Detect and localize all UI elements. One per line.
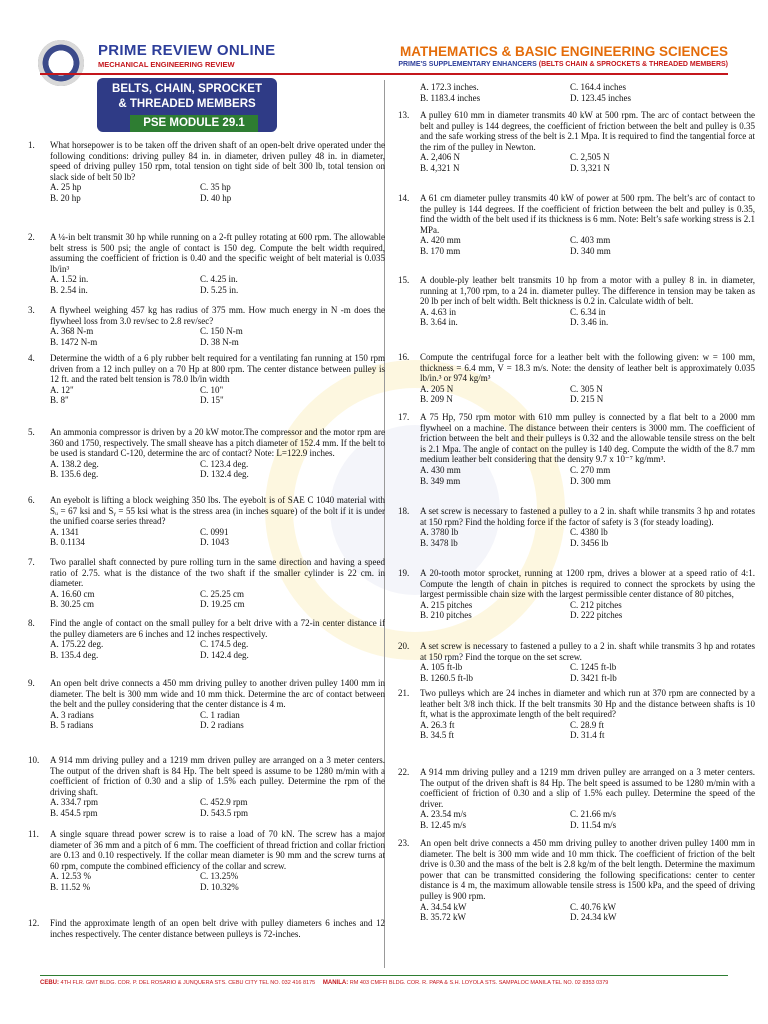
question-text: A single square thread power screw is to raise a load of 70 kN. The screw has a major diameter of 36 mm and a pitch of 6 mm. The coefficient of thread friction and collar friction are 0.13 and 0.10 respectively. If the collar mean diameter is 90 mm and the screw turns at 60 rpm, compute the combined efficiency of the collar and screw. — [50, 829, 385, 871]
question-text: A 75 Hp, 750 rpm motor with 610 mm pulley is connected by a flat belt to a 2000 mm flywheel on a machine. The distance between their centers is 3000 mm. The coefficient of friction between the belt and their pulleys is 0.32 and the allowable tensile stress on the belt is 2.1 Mpa. The angle of contact on the pulley is 140 deg. Compute the width of the 8.7 mm medium leather belt considering that the density 9.7 x 10⁻⁷ kg/mm³. — [420, 412, 755, 465]
answer-choice: A. 26.3 ft — [420, 719, 455, 730]
answer-choice: D. 132.4 deg. — [200, 469, 249, 480]
question-number: 8. — [28, 618, 35, 628]
question-number: 20. — [398, 641, 410, 651]
answer-choices — [50, 589, 385, 610]
question-text: A 914 mm driving pulley and a 1219 mm driven pulley are arranged on a 3 meter centers. The output of the driven shaft is 84 Hp. The belt speed is assume to be 1280 m/min with a coefficient of friction of 0.30 and a slip of 1.5% each pulley. Determine the rpm of the driving shaft. — [50, 755, 385, 797]
answer-choice: D. 15" — [200, 395, 224, 406]
question-number: 21. — [398, 688, 410, 698]
answer-choices — [50, 274, 385, 295]
question-item — [398, 641, 755, 683]
answer-choice: D. 215 N — [570, 394, 604, 405]
answer-choice: D. 3,321 N — [570, 162, 610, 173]
question-text: A pulley 610 mm in diameter transmits 40 kW at 500 rpm. The arc of contact between the belt and pulley is 144 degrees, the coefficient of friction between the belt and pulley is 0.35 and the safe working stress of the belt is 2.1 Mpa. It is required to find the tangential force at the rim of the pulley in Newton. — [420, 110, 755, 152]
question-item — [28, 495, 385, 548]
answer-choice: A. 4.63 in — [420, 306, 456, 317]
question-number: 14. — [398, 193, 410, 203]
answer-choice: C. 212 pitches — [570, 599, 622, 610]
question-text: A 20-tooth motor sprocket, running at 1200 rpm, drives a blower at a speed ratio of 4:1. Compute the length of chain in pitches is required to connect the sprockets by using the largest permissible chain size with the largest permissible center distance of 80 pitches, — [420, 568, 755, 600]
question-text: Two parallel shaft connected by pure rolling turn in the same direction and having a speed ratio of 2.75. what is the distance of the two shaft if the smaller cylinder is 22 cm. in diameter. — [50, 557, 385, 589]
answer-choice: B. 2.54 in. — [50, 284, 88, 295]
answer-choices — [420, 465, 755, 486]
answer-choice: D. 222 pitches — [570, 610, 623, 621]
question-text: Find the angle of contact on the small pulley for a belt drive with a 72-in center distance if the pulley diameters are 6 inches and 12 inches respectively. — [50, 618, 385, 639]
answer-choice: A. 23.54 m/s — [420, 809, 467, 820]
answer-choice: C. 1 radian — [200, 709, 240, 720]
answer-choice: B. 0.1134 — [50, 537, 85, 548]
answer-choice: B. 3478 lb — [420, 537, 458, 548]
question-number: 4. — [28, 353, 35, 363]
answer-choice: D. 2 radians — [200, 720, 244, 731]
answer-choice: C. 40.76 kW — [570, 901, 616, 912]
module-subtitle: PRIME'S SUPPLEMENTARY ENHANCERS (BELTS CHAIN & SPROCKETS & THREADED MEMBERS) — [398, 61, 728, 68]
answer-choice: D. 11.54 m/s — [570, 819, 617, 830]
answer-choice: D. 3421 ft-lb — [570, 672, 617, 683]
answer-choice: D. 543.5 rpm — [200, 807, 248, 818]
answer-choice: B. 35.72 kW — [420, 912, 466, 923]
topic-line-2: & THREADED MEMBERS — [118, 98, 256, 110]
answer-choice: C. 174.5 deg. — [200, 639, 249, 650]
answer-choice: C. 1245 ft-lb — [570, 662, 617, 673]
answer-choice: B. 170 mm — [420, 245, 461, 256]
question-number: 12. — [28, 918, 40, 928]
answer-choice: C. 4380 lb — [570, 527, 608, 538]
answer-choices — [420, 384, 755, 405]
question-number: 23. — [398, 838, 410, 848]
question-item — [28, 427, 385, 480]
answer-choices — [50, 639, 385, 660]
answer-choice: D. 40 hp — [200, 192, 232, 203]
answer-choices — [50, 385, 385, 406]
question-item — [398, 110, 755, 174]
answer-choice: B. 5 radians — [50, 720, 94, 731]
answer-choice: D. 300 mm — [570, 475, 611, 486]
question-number: 1. — [28, 140, 35, 150]
answer-choice: C. 6.34 in — [570, 306, 606, 317]
answer-choice: A. 16.60 cm — [50, 588, 95, 599]
question-item — [28, 618, 385, 660]
answer-choices — [420, 662, 755, 683]
question-text: What horsepower is to be taken off the driven shaft of an open-belt drive operated under the following conditions: driving pulley 84 in. in diameter, driven pulley 48 in. in diameter, speed of driving pulley 150 rpm, total tension on tight side of belt 300 lb, total tension on slack side of belt 50 lb? — [50, 140, 385, 182]
question-item — [398, 193, 755, 257]
question-number: 7. — [28, 557, 35, 567]
answer-choices — [420, 307, 755, 328]
answer-choice: C. 123.4 deg. — [200, 458, 249, 469]
brand-title: PRIME REVIEW ONLINE — [98, 42, 276, 59]
question-text: A ¼-in belt transmit 30 hp while running on a 2-ft pulley rotating at 600 rpm. The allowable belt stress is 500 psi; the angle of contact is 150 deg. Compute the belt width required, assuming the coefficient of friction is 0.40 and the specific weight of belt material is 0.035 lb/in³ — [50, 232, 385, 274]
answer-choices — [50, 326, 385, 347]
question-item — [28, 305, 385, 347]
question-item — [420, 82, 755, 103]
question-item — [28, 678, 385, 731]
question-number: 15. — [398, 275, 410, 285]
question-item — [28, 557, 385, 610]
header-divider — [40, 73, 728, 75]
answer-choice: A. 2,406 N — [420, 152, 460, 163]
question-text: An eyebolt is lifting a block weighing 350 lbs. The eyebolt is of SAE C 1040 material with Sᵤ = 67 ksi and Sᵧ = 55 ksi what is the stress area (in inches square) of the bolt if it is under the unified coarse series thread? — [50, 495, 385, 527]
answer-choice: A. 1.52 in. — [50, 274, 89, 285]
answer-choice: A. 368 N-m — [50, 326, 94, 337]
answer-choice: B. 8" — [50, 395, 69, 406]
answer-choice: C. 403 mm — [570, 235, 611, 246]
answer-choice: C. 4.25 in. — [200, 274, 238, 285]
question-number: 9. — [28, 678, 35, 688]
question-text: A set screw is necessary to fastened a pulley to a 2 in. shaft while transmits 3 hp and rotates at 150 rpm? Find the holding force if the factor of safety is 3 (for steady loading). — [420, 506, 755, 527]
answer-choice: A. 12" — [50, 384, 74, 395]
footer-cebu-address: 4TH FLR. GMT BLDG. COR. P. DEL ROSARIO & JUNQUERA STS. CEBU CITY TEL NO. 032 416 8175 — [60, 980, 316, 986]
footer-divider — [40, 975, 728, 976]
answer-choices — [420, 720, 755, 741]
answer-choices — [420, 235, 755, 256]
answer-choice: B. 1183.4 inches — [420, 92, 481, 103]
answer-choice: C. 21.66 m/s — [570, 809, 617, 820]
question-number: 16. — [398, 352, 410, 362]
question-text: An open belt drive connects a 450 mm driving pulley to another driven pulley 1400 mm in diameter. The belt is 300 mm wide and 10 mm thick. The coefficient of friction of the belt drive is 0.30 and the mass of the belt is 2.8 kg/m of the belt length. Determine the maximum power that can be transmitted considering the following specifications: center to center distance is 4 m, the maximum allowable tensile stress is 1500 kPa, and the speed of driving pulley is 900 rpm. — [420, 838, 755, 901]
question-text: An ammonia compressor is driven by a 20 kW motor.The compressor and the motor rpm are 360 and 1750, respectively. The small sheave has a pitch diameter of 152.4 mm. If the belt to be used is standard C-120, determine the arc of contact? Note: L=122.9 inches. — [50, 427, 385, 459]
question-number: 11. — [28, 829, 39, 839]
answer-choice: D. 38 N-m — [200, 336, 239, 347]
question-item — [398, 412, 755, 486]
answer-choice: B. 12.45 m/s — [420, 819, 467, 830]
answer-choice: B. 1472 N-m — [50, 336, 98, 347]
answer-choice: C. 0991 — [200, 526, 229, 537]
answer-choices — [420, 82, 755, 103]
question-number: 10. — [28, 755, 40, 765]
answer-choices — [420, 152, 755, 173]
answer-choice: C. 305 N — [570, 383, 603, 394]
question-item — [28, 755, 385, 819]
footer-manila-address: RM 403 CMFFI BLDG. COR. R. PAPA & S.H. LOYOLA STS. SAMPALOC MANILA TEL NO. 02 8353 0379 — [349, 980, 609, 986]
question-item — [398, 688, 755, 741]
question-item — [398, 352, 755, 405]
question-text: A flywheel weighing 457 kg has radius of 375 mm. How much energy in N -m does the flywheel loss from 3.0 rev/sec to 2.8 rev/sec? — [50, 305, 385, 326]
answer-choice: B. 210 pitches — [420, 610, 472, 621]
answer-choice: A. 430 mm — [420, 464, 461, 475]
answer-choices — [50, 527, 385, 548]
answer-choice: C. 150 N-m — [200, 326, 243, 337]
answer-choice: A. 12.53 % — [50, 871, 91, 882]
answer-choice: D. 3.46 in. — [570, 317, 609, 328]
answer-choices — [420, 809, 755, 830]
question-item — [28, 353, 385, 406]
question-text: A 61 cm diameter pulley transmits 40 kW of power at 500 rpm. The belt’s arc of contact to the pulley is 144 degrees. If the coefficient of friction between the belt and pulley is 0.35, find the width of the belt used if its thickness is 6 mm. Note: Belt’s safe working stress is 2.1 MPa. — [420, 193, 755, 235]
question-item — [28, 918, 385, 939]
answer-choice: A. 334.7 rpm — [50, 797, 98, 808]
answer-choice: A. 205 N — [420, 383, 454, 394]
answer-choice: A. 175.22 deg. — [50, 639, 104, 650]
answer-choice: A. 3 radians — [50, 709, 94, 720]
question-number: 19. — [398, 568, 410, 578]
answer-choice: B. 4,321 N — [420, 162, 460, 173]
question-item — [398, 767, 755, 831]
answer-choice: A. 34.54 kW — [420, 901, 467, 912]
question-number: 5. — [28, 427, 35, 437]
question-text: Compute the centrifugal force for a leather belt with the following given: w = 100 mm, thickness = 6.4 mm, V = 18.3 m/s. Note: the density of leather belt is approximately 0.035 lb/in.³ or 974 kg/m³ — [420, 352, 755, 384]
question-number: 13. — [398, 110, 410, 120]
question-item — [398, 275, 755, 328]
question-number: 17. — [398, 412, 410, 422]
answer-choice: C. 2,505 N — [570, 152, 610, 163]
subject-title: MATHEMATICS & BASIC ENGINEERING SCIENCES — [399, 44, 728, 59]
answer-choice: D. 3456 lb — [570, 537, 609, 548]
brand-subtitle: MECHANICAL ENGINEERING REVIEW — [98, 60, 235, 69]
answer-choice: B. 135.4 deg. — [50, 649, 99, 660]
answer-choice: B. 135.6 deg. — [50, 469, 99, 480]
answer-choice: C. 164.4 inches — [570, 82, 626, 92]
header — [0, 0, 768, 86]
topic-line-1: BELTS, CHAIN, SPROCKET — [112, 83, 262, 95]
answer-choice: D. 5.25 in. — [200, 284, 239, 295]
answer-choice: A. 25 hp — [50, 182, 82, 193]
question-number: 2. — [28, 232, 35, 242]
question-text: Two pulleys which are 24 inches in diameter and which run at 370 rpm are connected by a leather belt 3/8 inch thick. If the belt transmits 30 Hp and the distance between shafts is 10 ft, what is the approximate length of the belt required? — [420, 688, 755, 720]
question-text: A double-ply leather belt transmits 10 hp from a motor with a pulley 8 in. in diameter, running at 1,700 rpm, to a 24 in. diameter pulley. The difference in tension may be taken as 20 lb per inch of belt width. Belt thickness is 0.2 in. Calculate width of belt. — [420, 275, 755, 307]
answer-choice: B. 30.25 cm — [50, 599, 94, 610]
footer: CEBU: 4TH FLR. GMT BLDG. COR. P. DEL ROSARIO & JUNQUERA STS. CEBU CITY TEL NO. 032 416 8175 MANILA: RM 403 CMFFI BLDG. COR. R. PAPA & S.H. LOYOLA STS. SAMPALOC MANILA TEL NO. 02 8353 0379 — [40, 980, 609, 986]
answer-choice: A. 172.3 inches. — [420, 82, 479, 92]
question-number: 22. — [398, 767, 410, 777]
answer-choices — [50, 871, 385, 892]
answer-choice: B. 209 N — [420, 394, 453, 405]
answer-choice: D. 123.45 inches — [570, 92, 631, 103]
prime-logo-icon — [38, 40, 84, 86]
answer-choice: C. 10" — [200, 384, 224, 395]
answer-choice: B. 11.52 % — [50, 881, 91, 892]
question-item — [398, 568, 755, 621]
answer-choice: C. 452.9 rpm — [200, 797, 248, 808]
module-label: PSE MODULE 29.1 — [130, 115, 258, 132]
answer-choices — [50, 182, 385, 203]
answer-choice: A. 215 pitches — [420, 599, 473, 610]
answer-choice: B. 1260.5 ft-lb — [420, 672, 473, 683]
answer-choice: C. 35 hp — [200, 182, 231, 193]
answer-choices — [420, 600, 755, 621]
answer-choice: B. 454.5 rpm — [50, 807, 98, 818]
answer-choice: B. 3.64 in. — [420, 317, 458, 328]
question-number: 18. — [398, 506, 410, 516]
question-number: 6. — [28, 495, 35, 505]
question-text: A 914 mm driving pulley and a 1219 mm driven pulley are arranged on a 3 meter centers. The output of the driven shaft is 84 Hp. The belt speed is assumed to be 1280 m/min with a coefficient of friction of 0.30 and a slip of 1.5% each pulley. Determine the speed of the driver. — [420, 767, 755, 809]
answer-choice: C. 25.25 cm — [200, 588, 244, 599]
question-number: 3. — [28, 305, 35, 315]
question-item — [28, 829, 385, 893]
answer-choice: D. 19.25 cm — [200, 599, 245, 610]
answer-choice: D. 1043 — [200, 537, 229, 548]
answer-choices — [420, 902, 755, 923]
answer-choices — [50, 710, 385, 731]
question-item — [28, 232, 385, 296]
answer-choice: A. 105 ft-lb — [420, 662, 463, 673]
question-item — [28, 140, 385, 204]
answer-choice: A. 1341 — [50, 526, 79, 537]
question-item — [398, 506, 755, 548]
answer-choices — [420, 527, 755, 548]
answer-choice: A. 420 mm — [420, 235, 461, 246]
answer-choice: D. 340 mm — [570, 245, 611, 256]
answer-choice: B. 20 hp — [50, 192, 81, 203]
answer-choice: A. 3780 lb — [420, 527, 459, 538]
answer-choice: A. 138.2 deg. — [50, 458, 99, 469]
answer-choice: C. 13.25% — [200, 871, 239, 882]
question-text: Determine the width of a 6 ply rubber belt required for a ventilating fan running at 150 rpm driven from a 12 inch pulley on a 70 Hp at 800 rpm. The center distance between pulley is 12 ft. and the rated belt tension is 78.0 lb/in width — [50, 353, 385, 385]
answer-choice: D. 10.32% — [200, 881, 239, 892]
question-item — [398, 838, 755, 923]
answer-choice: B. 349 mm — [420, 475, 461, 486]
question-text: A set screw is necessary to fastened a pulley to a 2 in. shaft while transmits 3 hp and rotates at 150 rpm? Find the torque on the set screw. — [420, 641, 755, 662]
answer-choice: B. 34.5 ft — [420, 730, 455, 741]
answer-choice: D. 31.4 ft — [570, 730, 605, 741]
answer-choice: C. 28.9 ft — [570, 719, 605, 730]
answer-choices — [50, 797, 385, 818]
answer-choice: D. 24.34 kW — [570, 912, 617, 923]
question-text: An open belt drive connects a 450 mm driving pulley to another driven pulley 1400 mm in diameter. The belt is 300 mm wide and 10 mm thick. Determine the arc of contact between the belt and the pulley considering that the center distance is 4 m. — [50, 678, 385, 710]
answer-choice: D. 142.4 deg. — [200, 649, 249, 660]
answer-choices — [50, 459, 385, 480]
question-text: Find the approximate length of an open belt drive with pulley diameters 6 inches and 12 inches respectively. The center distance between pulleys is 72-inches. — [50, 918, 385, 939]
answer-choice: C. 270 mm — [570, 464, 611, 475]
